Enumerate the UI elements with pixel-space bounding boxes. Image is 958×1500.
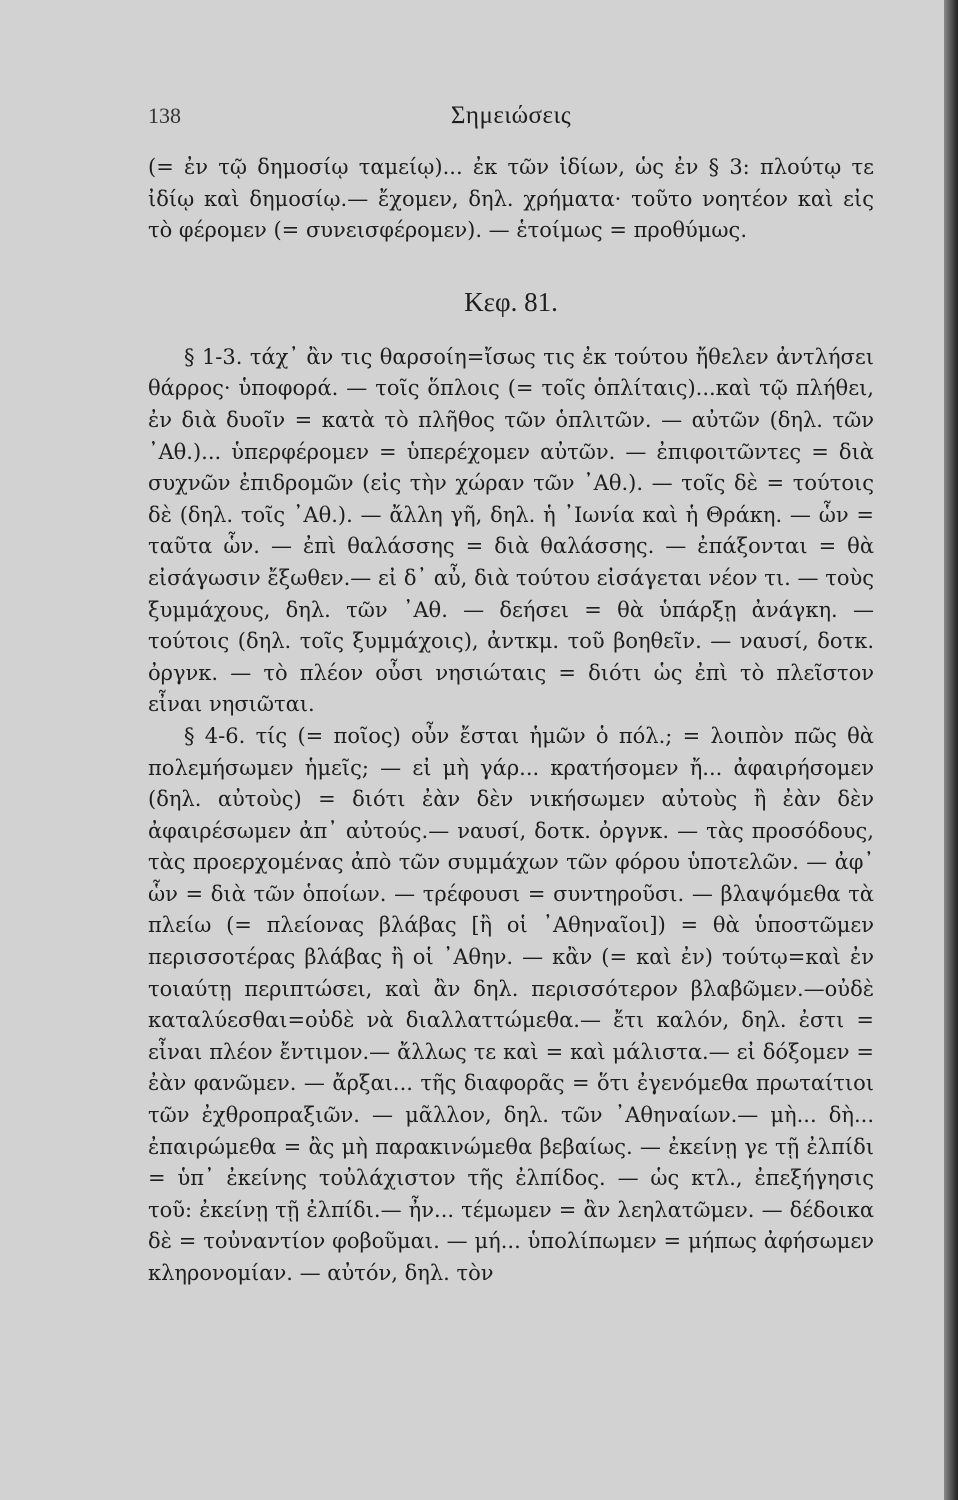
page-header — [148, 102, 874, 152]
body-text — [148, 152, 874, 1290]
book-spine-edge — [944, 0, 958, 1500]
page-number: 138 — [148, 103, 181, 128]
paragraph-intro: (= ἐν τῷ δημοσίῳ ταμείῳ)... ἐκ τῶν ἰδίων, ὡς ἐν § 3: πλούτῳ τε ἰδίῳ καὶ δημοσίῳ.— ἔχομεν, δηλ. χρήματα· τοῦτο νοητέον καὶ εἰς τὸ φέρομεν (= συνεισφέρομεν). — ἑτοίμως = προθύμως. — [148, 155, 874, 243]
paragraph-section-4-6: § 4-6. τίς (= ποῖος) οὖν ἔσται ἡμῶν ὁ πόλ.; = λοιπὸν πῶς θὰ πολεμήσωμεν ἡμεῖς; — εἰ μὴ γάρ... κρατήσομεν ἤ... ἀφαιρήσομεν (δηλ. αὐτοὺς) = διότι ἐὰν δὲν νικήσωμεν αὐτοὺς ἢ ἐὰν δὲν ἀφαιρέσωμεν ἀπ᾽ αὐτούς.— ναυσί, δοτκ. ὀργνκ. — τὰς προσόδους, τὰς προερχομένας ἀπὸ τῶν συμμάχων τῶν φόρου ὑποτελῶν. — ἀφ᾽ ὧν = διὰ τῶν ὁποίων. — τρέφουσι = συντηροῦσι. — βλαψόμεθα τὰ πλείω (= πλείονας βλάβας [ἢ οἱ ᾿Αθηναῖοι]) = θὰ ὑποστῶμεν περισσοτέρας βλάβας ἢ οἱ ᾿Αθην. — κἂν (= καὶ ἐν) τούτῳ=καὶ ἐν τοιαύτῃ περιπτώσει, καὶ ἂν δηλ. περισσότερον βλαβῶμεν.—οὐδὲ καταλύεσθαι=οὐδὲ νὰ διαλλαττώμεθα.— ἔτι καλόν, δηλ. ἐστι = εἶναι πλέον ἔντιμον.— ἄλλως τε καὶ = καὶ μάλιστα.— εἰ δόξομεν = ἐὰν φανῶμεν. — ἄρξαι... τῆς διαφορᾶς = ὅτι ἐγενόμεθα πρωταίτιοι τῶν ἐχθροπραξιῶν. — μᾶλλον, δηλ. τῶν ᾿Αθηναίων.— μὴ... δὴ... ἐπαιρώμεθα = ἂς μὴ παρακινώμεθα βεβαίως. — ἐκείνῃ γε τῇ ἐλπίδι = ὑπ᾽ ἐκείνης τοὐλάχιστον τῆς ἐλπίδος. — ὡς κτλ., ἐπεξήγησις τοῦ: ἐκείνῃ τῇ ἐλπίδι.— ἦν... τέμωμεν = ἂν λεηλατῶμεν. — δέδοικα δὲ = τοὐναντίον φοβοῦμαι. — μή... ὑπολίπωμεν = μήπως ἀφήσωμεν κληρονομίαν. — αὐτόν, δηλ. τὸν — [148, 723, 874, 1285]
chapter-title: Κεφ. 81. — [464, 286, 558, 317]
paragraph-section-1-3: § 1-3. τάχ᾽ ἂν τις θαρσοίη=ἴσως τις ἐκ τούτου ἤθελεν ἀντλήσει θάρρος· ὑποφορά. — τοῖς ὅπλοις (= τοῖς ὁπλίταις)...καὶ τῷ πλήθει, ἐν διὰ δυοῖν = κατὰ τὸ πλῆθος τῶν ὁπλιτῶν. — αὐτῶν (δηλ. τῶν ᾿Αθ.)... ὑπερφέρομεν = ὑπερέχομεν αὐτῶν. — ἐπιφοιτῶντες = διὰ συχνῶν ἐπιδρομῶν (εἰς τὴν χώραν τῶν ᾿Αθ.). — τοῖς δὲ = τούτοις δὲ (δηλ. τοῖς ᾿Αθ.). — ἄλλη γῆ, δηλ. ἡ ᾿Ιωνία καὶ ἡ Θράκη. — ὧν = ταῦτα ὧν. — ἐπὶ θαλάσσης = διὰ θαλάσσης. — ἐπάξονται = θὰ εἰσάγωσιν ἔξωθεν.— εἰ δ᾽ αὖ, διὰ τούτου εἰσάγεται νέον τι. — τοὺς ξυμμάχους, δηλ. τῶν ᾿Αθ. — δεήσει = θὰ ὑπάρξῃ ἀνάγκη. — τούτοις (δηλ. τοῖς ξυμμάχοις), ἀντκμ. τοῦ βοηθεῖν. — ναυσί, δοτκ. ὀργνκ. — τὸ πλέον οὖσι νησιώταις = διότι ὡς ἐπὶ τὸ πλεῖστον εἶναι νησιῶται. — [148, 344, 874, 717]
running-head: Σημειώσεις — [450, 102, 572, 129]
